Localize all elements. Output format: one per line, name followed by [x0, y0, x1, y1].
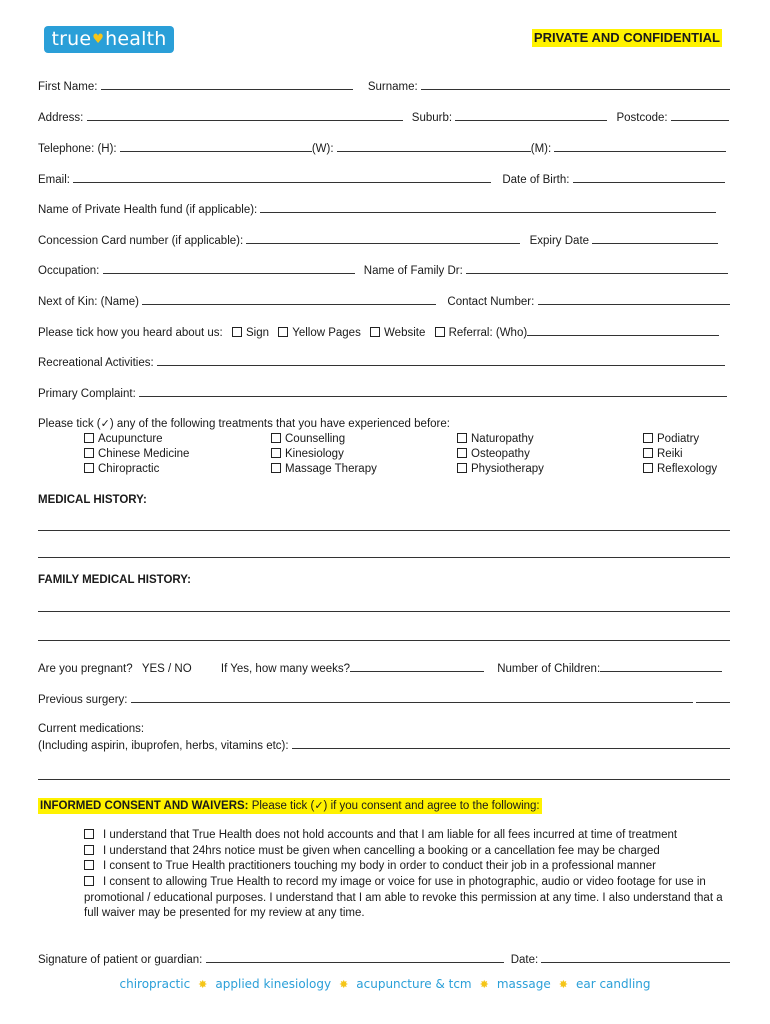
checkbox-icon: [232, 327, 242, 337]
medications-label: Current medications:: [38, 723, 145, 735]
family-history-line-1[interactable]: [38, 611, 730, 612]
signature-label: Signature of patient or guardian:: [38, 954, 203, 966]
consent-heading: INFORMED CONSENT AND WAIVERS: Please tick (✓) if you consent and agree to the following:: [40, 800, 540, 812]
checkbox-icon: [643, 463, 653, 473]
contact-number-field[interactable]: [538, 294, 730, 305]
checkbox-icon: [457, 448, 467, 458]
service-massage: massage: [496, 977, 551, 991]
postcode-label: Postcode:: [616, 112, 668, 124]
concession-label: Concession Card number (if applicable):: [38, 235, 244, 247]
previous-surgery-field-extra[interactable]: [696, 692, 730, 703]
medical-history-line-1[interactable]: [38, 530, 730, 531]
family-medical-history-heading: FAMILY MEDICAL HISTORY:: [38, 574, 191, 586]
surname-field[interactable]: [421, 79, 730, 90]
date-field[interactable]: [541, 952, 730, 963]
dob-field[interactable]: [573, 172, 725, 183]
family-dr-label: Name of Family Dr:: [363, 265, 463, 277]
service-ear-candling: ear candling: [575, 977, 651, 991]
heard-referral-option[interactable]: Referral: (Who): [435, 327, 528, 339]
family-history-line-2[interactable]: [38, 640, 730, 641]
primary-complaint-field[interactable]: [139, 386, 727, 397]
health-fund-field[interactable]: [260, 202, 716, 213]
previous-surgery-label: Previous surgery:: [38, 694, 128, 706]
suburb-label: Suburb:: [411, 112, 453, 124]
consent-statement[interactable]: I consent to allowing True Health to record my image or voice for use in photographic, audio or video footage for use in promotional / educational purposes. I understand that I am able to revoke this permission at any time. I also understand that a full waiver may be presented for my review at any time.: [84, 876, 723, 919]
occupation-field[interactable]: [103, 263, 355, 274]
treatments-column-2: [271, 432, 377, 477]
true-health-logo: [44, 26, 174, 53]
children-field[interactable]: [600, 661, 722, 672]
telephone-home-field[interactable]: [120, 141, 312, 152]
checkmark-icon: ✓: [314, 800, 324, 812]
signature-row: [38, 952, 730, 967]
dob-label: Date of Birth:: [502, 174, 570, 186]
checkbox-icon: [643, 433, 653, 443]
checkbox-icon: [84, 860, 94, 870]
address-field[interactable]: [87, 110, 403, 121]
recreational-field[interactable]: [157, 355, 725, 366]
checkbox-icon: [457, 433, 467, 443]
heard-about-row: [38, 325, 730, 340]
recreational-row: [38, 355, 730, 370]
medications-line-2[interactable]: [38, 779, 730, 780]
treatment-option[interactable]: Chinese Medicine: [84, 447, 189, 462]
concession-field[interactable]: [246, 233, 520, 244]
checkbox-icon: [643, 448, 653, 458]
suburb-field[interactable]: [455, 110, 607, 121]
service-acupuncture-tcm: acupuncture & tcm: [356, 977, 472, 991]
treatments-column-4: [643, 432, 717, 477]
checkbox-icon: [84, 433, 94, 443]
occupation-row: [38, 263, 730, 278]
name-row: [38, 79, 730, 94]
treatment-option[interactable]: Osteopathy: [457, 447, 544, 462]
first-name-field[interactable]: [101, 79, 353, 90]
signature-field[interactable]: [206, 952, 504, 963]
logo-word-true: true: [51, 28, 92, 50]
treatments-column-1: [84, 432, 189, 477]
treatment-option[interactable]: Counselling: [271, 432, 377, 447]
confidential-label: PRIVATE AND CONFIDENTIAL: [533, 30, 720, 45]
expiry-label: Expiry Date: [529, 235, 590, 247]
first-name-label: First Name:: [38, 81, 98, 93]
medical-history-line-2[interactable]: [38, 557, 730, 558]
telephone-work-field[interactable]: [337, 141, 531, 152]
consent-statement[interactable]: I understand that True Health does not hold accounts and that I am liable for all fees incurred at time of treatment: [84, 828, 730, 844]
checkbox-icon: [457, 463, 467, 473]
health-fund-row: [38, 202, 730, 217]
telephone-row: [38, 141, 730, 156]
consent-statement[interactable]: I consent to True Health practitioners touching my body in order to conduct their job in a professional manner: [84, 859, 730, 875]
treatment-option[interactable]: Chiropractic: [84, 462, 189, 477]
checkbox-icon: [370, 327, 380, 337]
telephone-mobile-label: (M):: [530, 143, 552, 155]
children-label: Number of Children:: [497, 663, 601, 675]
treatment-option[interactable]: Podiatry: [643, 432, 717, 447]
address-row: [38, 110, 730, 125]
health-fund-label: Name of Private Health fund (if applicable):: [38, 204, 258, 216]
pregnancy-row: [38, 661, 730, 676]
checkbox-icon: [84, 845, 94, 855]
star-icon: ✸: [198, 978, 208, 991]
treatments-column-3: [457, 432, 544, 477]
checkbox-icon: [271, 463, 281, 473]
concession-row: [38, 233, 730, 248]
telephone-home-label: Telephone: (H):: [38, 143, 117, 155]
checkbox-icon: [435, 327, 445, 337]
medical-history-heading: MEDICAL HISTORY:: [38, 494, 147, 506]
services-footer: [0, 977, 770, 991]
checkbox-icon: [84, 829, 94, 839]
previous-surgery-row: [38, 692, 730, 707]
checkmark-icon: ✓: [100, 418, 110, 430]
checkbox-icon: [278, 327, 288, 337]
checkbox-icon: [84, 876, 94, 886]
consent-statement[interactable]: I understand that 24hrs notice must be given when cancelling a booking or a cancellation fee may be charged: [84, 844, 730, 860]
family-dr-field[interactable]: [466, 263, 728, 274]
service-chiropractic: chiropractic: [119, 977, 191, 991]
checkbox-icon: [271, 448, 281, 458]
star-icon: ✸: [479, 978, 489, 991]
heart-icon: ♥: [92, 32, 105, 47]
treatment-option[interactable]: Reiki: [643, 447, 717, 462]
email-row: [38, 172, 730, 187]
heard-about-label: Please tick how you heard about us:: [38, 327, 223, 339]
heard-sign-option[interactable]: Sign: [232, 327, 269, 339]
next-of-kin-row: [38, 294, 730, 309]
treatment-option[interactable]: Kinesiology: [271, 447, 377, 462]
telephone-mobile-field[interactable]: [554, 141, 726, 152]
telephone-work-label: (W):: [311, 143, 334, 155]
expiry-field[interactable]: [592, 233, 718, 244]
service-applied-kinesiology: applied kinesiology: [215, 977, 332, 991]
medications-row: [38, 738, 730, 753]
treatments-prompt: Please tick (✓) any of the following treatments that you have experienced before:: [38, 418, 450, 430]
treatment-option[interactable]: Naturopathy: [457, 432, 544, 447]
logo-word-health: health: [105, 28, 167, 50]
postcode-field[interactable]: [671, 110, 729, 121]
address-label: Address:: [38, 112, 84, 124]
treatment-option[interactable]: Massage Therapy: [271, 462, 377, 477]
weeks-field[interactable]: [350, 661, 484, 672]
email-field[interactable]: [73, 172, 491, 183]
medications-field[interactable]: [292, 738, 730, 749]
checkbox-icon: [271, 433, 281, 443]
primary-complaint-label: Primary Complaint:: [38, 388, 136, 400]
referral-field[interactable]: [527, 325, 719, 336]
heard-yellow-pages-option[interactable]: Yellow Pages: [278, 327, 361, 339]
next-of-kin-label: Next of Kin: (Name): [38, 296, 139, 308]
checkbox-icon: [84, 448, 94, 458]
pregnant-label: Are you pregnant?: [38, 663, 133, 675]
surname-label: Surname:: [367, 81, 418, 93]
pregnant-yes-no[interactable]: YES / NO: [141, 663, 192, 675]
next-of-kin-field[interactable]: [142, 294, 436, 305]
date-label: Date:: [510, 954, 539, 966]
weeks-label: If Yes, how many weeks?: [220, 663, 351, 675]
star-icon: ✸: [558, 978, 568, 991]
star-icon: ✸: [339, 978, 349, 991]
checkbox-icon: [84, 463, 94, 473]
treatment-option[interactable]: Acupuncture: [84, 432, 189, 447]
treatment-option[interactable]: Physiotherapy: [457, 462, 544, 477]
previous-surgery-field[interactable]: [131, 692, 693, 703]
email-label: Email:: [38, 174, 70, 186]
recreational-label: Recreational Activities:: [38, 357, 154, 369]
treatment-option[interactable]: Reflexology: [643, 462, 717, 477]
medications-sub-label: (Including aspirin, ibuprofen, herbs, vitamins etc):: [38, 740, 289, 752]
contact-number-label: Contact Number:: [447, 296, 535, 308]
primary-complaint-row: [38, 386, 730, 401]
heard-website-option[interactable]: Website: [370, 327, 425, 339]
occupation-label: Occupation:: [38, 265, 100, 277]
